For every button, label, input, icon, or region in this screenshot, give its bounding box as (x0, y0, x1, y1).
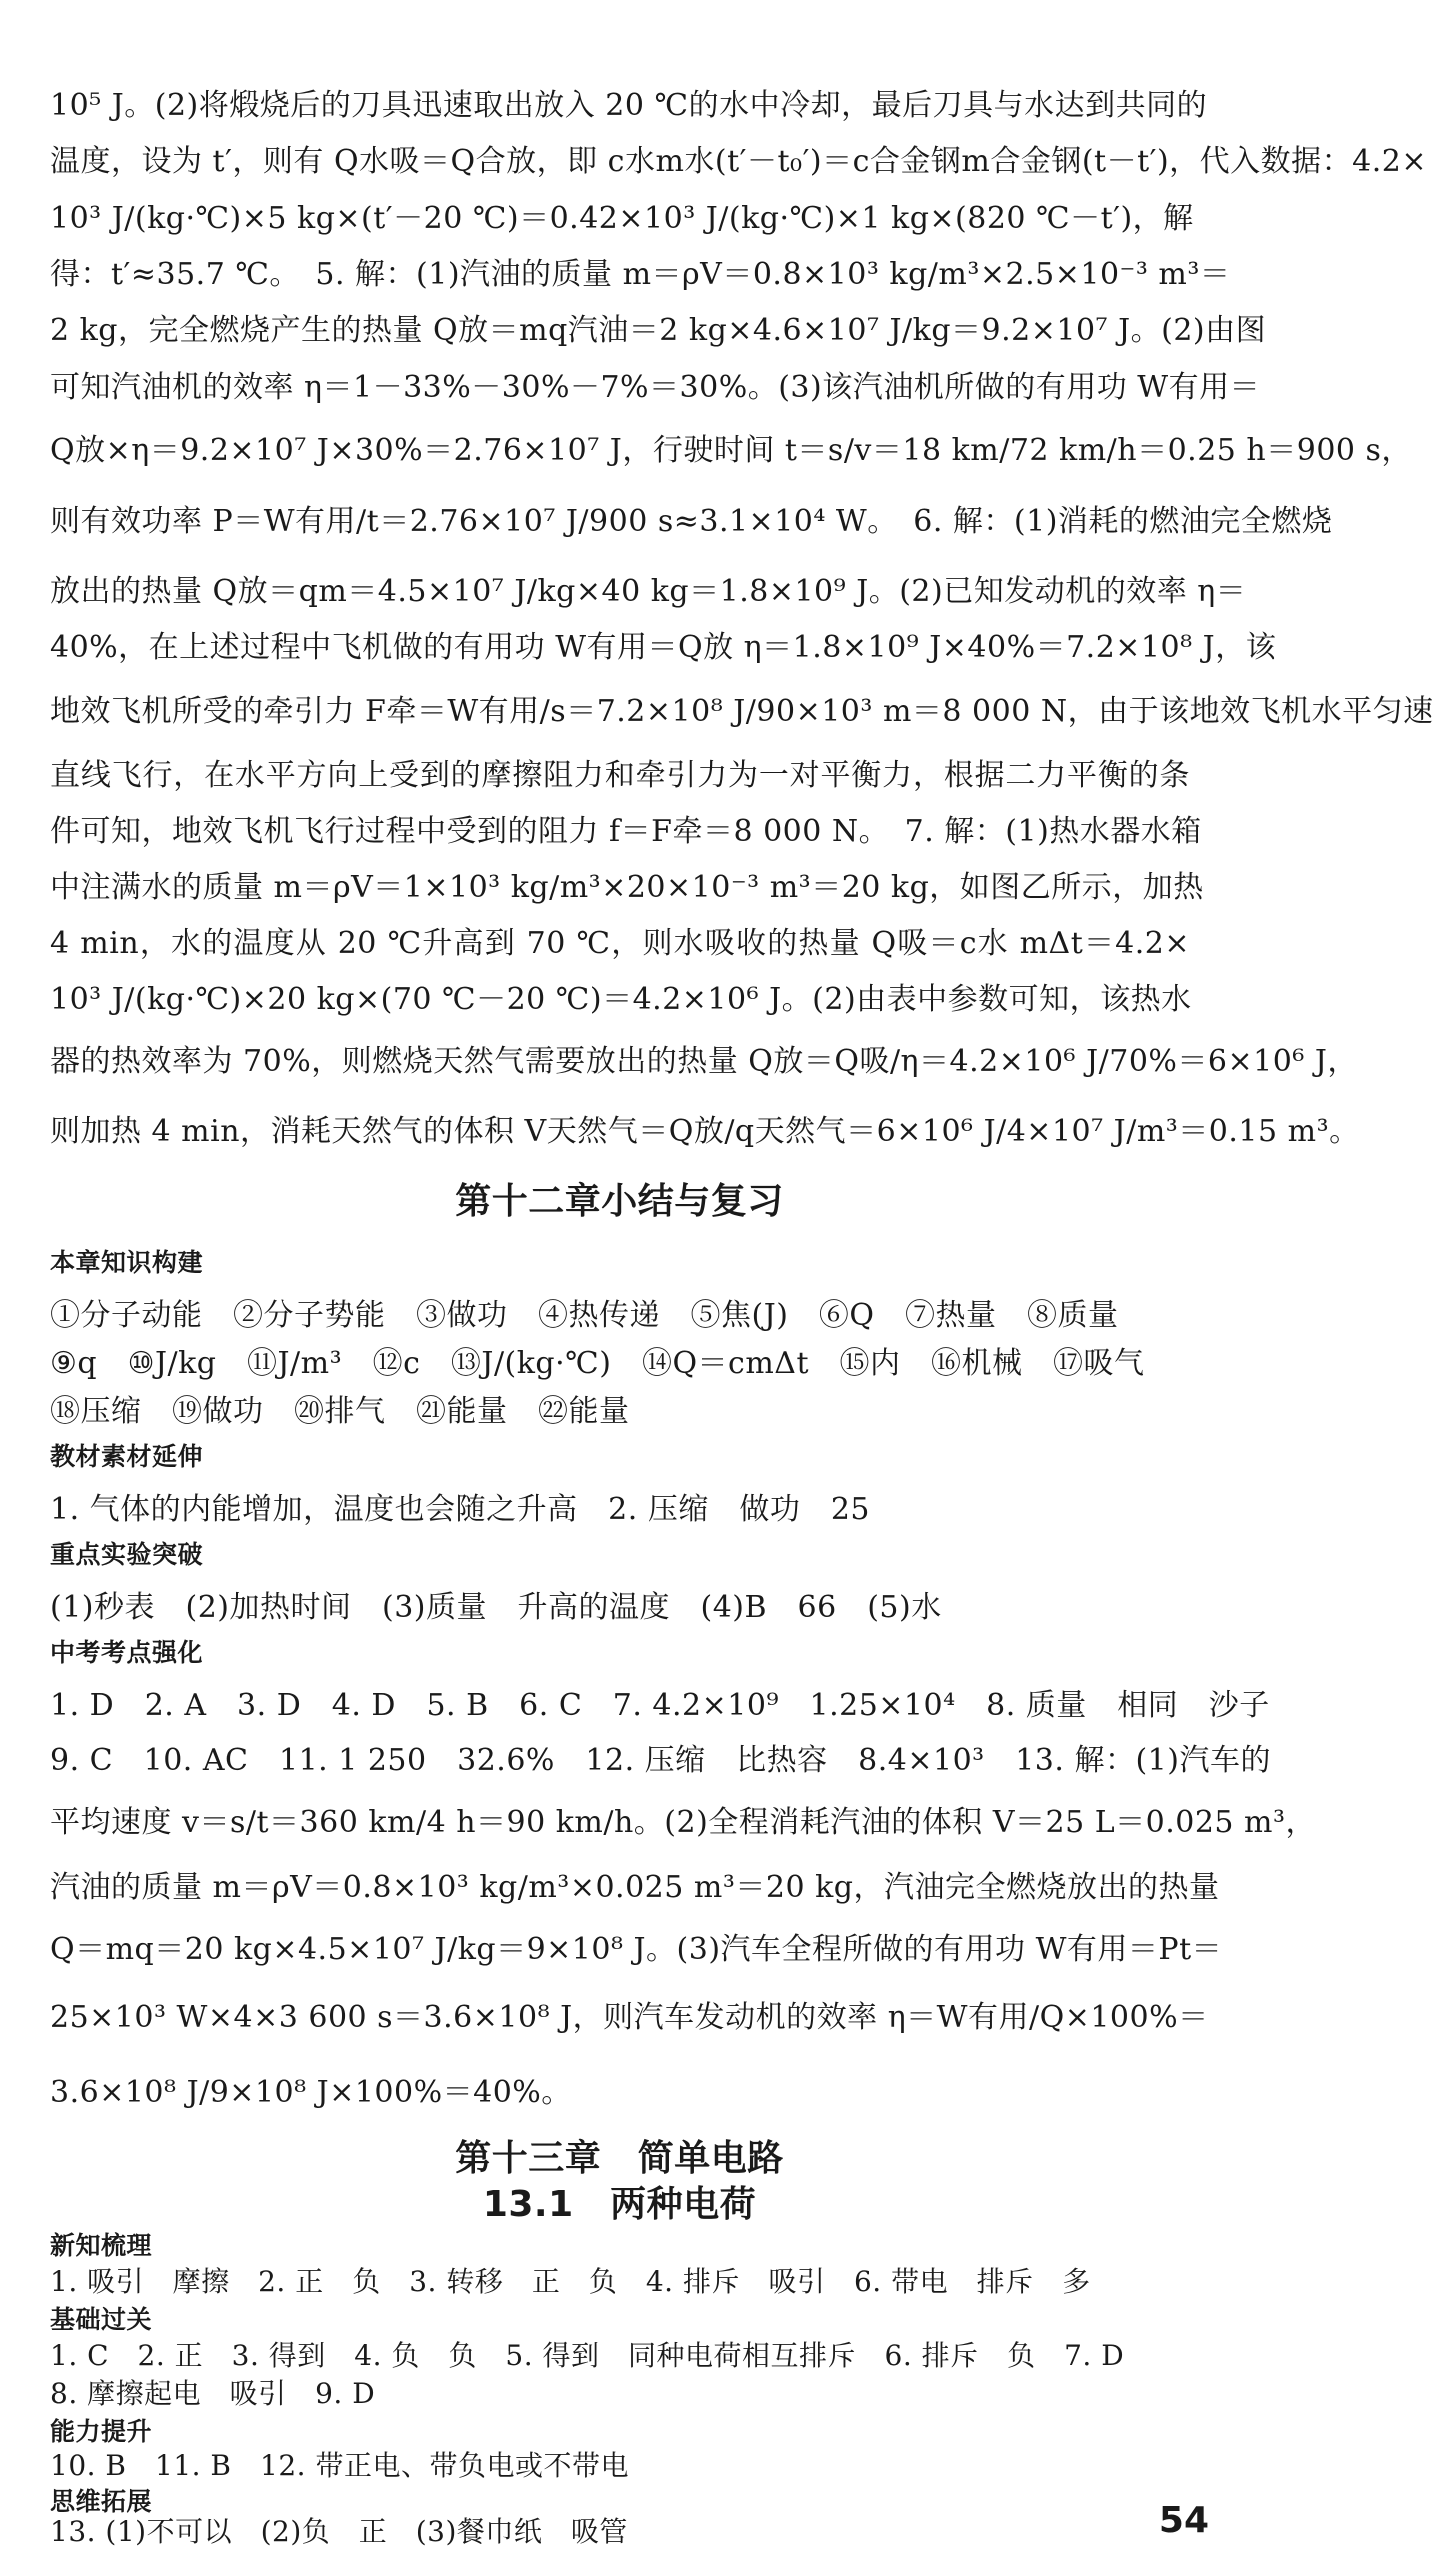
section-heading: 本章知识构建 (50, 1248, 204, 1277)
text-line: 10. B 11. B 12. 带正电、带负电或不带电 (50, 2449, 629, 2482)
section-heading: 思维拓展 (50, 2487, 153, 2516)
text-line: 10⁵ J。(2)将煅烧后的刀具迅速取出放入 20 ℃的水中冷却，最后刀具与水达到共同的 (50, 88, 1208, 123)
section-heading: 能力提升 (50, 2417, 153, 2446)
chapter-heading: 13.1 两种电荷 (482, 2184, 757, 2225)
text-line: 1. D 2. A 3. D 4. D 5. B 6. C 7. 4.2×10⁹ 1.25×10⁴ 8. 质量 相同 沙子 (50, 1688, 1270, 1723)
text-line: 2 kg，完全燃烧产生的热量 Q放＝mq汽油＝2 kg×4.6×10⁷ J/kg＝9.2×10⁷ J。(2)由图 (50, 313, 1267, 348)
text-line: 3.6×10⁸ J/9×10⁸ J×100%＝40%。 (50, 2075, 572, 2110)
text-line: 40%，在上述过程中飞机做的有用功 W有用＝Q放 η＝1.8×10⁹ J×40%＝7.2×10⁸ J，该 (50, 630, 1277, 665)
text-line: 4 min，水的温度从 20 ℃升高到 70 ℃，则水吸收的热量 Q吸＝c水 mΔt＝4.2× (50, 926, 1190, 961)
text-line: 中注满水的质量 m＝ρV＝1×10³ kg/m³×20×10⁻³ m³＝20 kg，如图乙所示，加热 (50, 870, 1204, 905)
section-heading: 重点实验突破 (50, 1540, 204, 1569)
text-line: 10³ J/(kg·℃)×20 kg×(70 ℃－20 ℃)＝4.2×10⁶ J。(2)由表中参数可知，该热水 (50, 982, 1192, 1017)
text-line: 件可知，地效飞机飞行过程中受到的阻力 f＝F牵＝8 000 N。 7. 解：(1)热水器水箱 (50, 814, 1202, 849)
section-heading: 新知梳理 (50, 2231, 153, 2260)
text-line: ①分子动能 ②分子势能 ③做功 ④热传递 ⑤焦(J) ⑥Q ⑦热量 ⑧质量 (50, 1298, 1119, 1333)
chapter-title: 第十二章小结与复习 (455, 1181, 784, 1222)
text-line: 可知汽油机的效率 η＝1－33%－30%－7%＝30%。(3)该汽油机所做的有用功 W有用＝ (50, 370, 1261, 405)
text-line: 汽油的质量 m＝ρV＝0.8×10³ kg/m³×0.025 m³＝20 kg，汽油完全燃烧放出的热量 (50, 1870, 1220, 1905)
text-line: 平均速度 v＝s/t＝360 km/4 h＝90 km/h。(2)全程消耗汽油的体积 V＝25 L＝0.025 m³， (50, 1805, 1317, 1840)
text-line: 直线飞行，在水平方向上受到的摩擦阻力和牵引力为一对平衡力，根据二力平衡的条 (50, 758, 1190, 793)
text-line: 13. (1)不可以 (2)负 正 (3)餐巾纸 吸管 (50, 2515, 628, 2548)
text-line: 1. 气体的内能增加，温度也会随之升高 2. 压缩 做功 25 (50, 1492, 870, 1527)
text-line: ⑱压缩 ⑲做功 ⑳排气 ㉑能量 ㉒能量 (50, 1394, 630, 1429)
text-line: Q＝mq＝20 kg×4.5×10⁷ J/kg＝9×10⁸ J。(3)汽车全程所做的有用功 W有用＝Pt＝ (50, 1932, 1223, 1967)
text-line: ⑨q ⑩J/kg ⑪J/m³ ⑫c ⑬J/(kg·℃) ⑭Q＝cmΔt ⑮内 ⑯机械 ⑰吸气 (50, 1346, 1145, 1381)
text-line: 8. 摩擦起电 吸引 9. D (50, 2377, 376, 2410)
section-heading: 基础过关 (50, 2305, 153, 2334)
page-number: 54 (1158, 2500, 1209, 2541)
text-line: 1. C 2. 正 3. 得到 4. 负 负 5. 得到 同种电荷相互排斥 6. 排斥 负 7. D (50, 2339, 1125, 2372)
text-line: 25×10³ W×4×3 600 s＝3.6×10⁸ J，则汽车发动机的效率 η＝W有用/Q×100%＝ (50, 2000, 1209, 2035)
text-line: 1. 吸引 摩擦 2. 正 负 3. 转移 正 负 4. 排斥 吸引 6. 带电 排斥 多 (50, 2265, 1091, 2298)
text-line: Q放×η＝9.2×10⁷ J×30%＝2.76×10⁷ J，行驶时间 t＝s/v＝18 km/72 km/h＝0.25 h＝900 s， (50, 433, 1412, 468)
text-line: 放出的热量 Q放＝qm＝4.5×10⁷ J/kg×40 kg＝1.8×10⁹ J。(2)已知发动机的效率 η＝ (50, 574, 1247, 609)
text-line: (1)秒表 (2)加热时间 (3)质量 升高的温度 (4)B 66 (5)水 (50, 1590, 942, 1625)
chapter-heading: 第十三章 简单电路 (455, 2138, 784, 2179)
text-line: 10³ J/(kg·℃)×5 kg×(t′－20 ℃)＝0.42×10³ J/(kg·℃)×1 kg×(820 ℃－t′)，解 (50, 201, 1194, 236)
text-line: 则加热 4 min，消耗天然气的体积 V天然气＝Q放/q天然气＝6×10⁶ J/4×10⁷ J/m³＝0.15 m³。 (50, 1114, 1360, 1149)
text-line: 9. C 10. AC 11. 1 250 32.6% 12. 压缩 比热容 8.4×10³ 13. 解：(1)汽车的 (50, 1743, 1271, 1778)
text-line: 器的热效率为 70%，则燃烧天然气需要放出的热量 Q放＝Q吸/η＝4.2×10⁶ J/70%＝6×10⁶ J， (50, 1044, 1358, 1079)
text-line: 则有效功率 P＝W有用/t＝2.76×10⁷ J/900 s≈3.1×10⁴ W。 6. 解：(1)消耗的燃油完全燃烧 (50, 504, 1333, 539)
text-line: 得：t′≈35.7 ℃。 5. 解：(1)汽油的质量 m＝ρV＝0.8×10³ kg/m³×2.5×10⁻³ m³＝ (50, 257, 1231, 292)
section-heading: 中考考点强化 (50, 1638, 204, 1667)
text-line: 地效飞机所受的牵引力 F牵＝W有用/s＝7.2×10⁸ J/90×10³ m＝8 000 N，由于该地效飞机水平匀速 (50, 694, 1434, 729)
section-heading: 教材素材延伸 (50, 1442, 204, 1471)
text-line: 温度，设为 t′，则有 Q水吸＝Q合放，即 c水m水(t′－t₀′)＝c合金钢m合金钢(t－t′)，代入数据：4.2× (50, 144, 1428, 179)
